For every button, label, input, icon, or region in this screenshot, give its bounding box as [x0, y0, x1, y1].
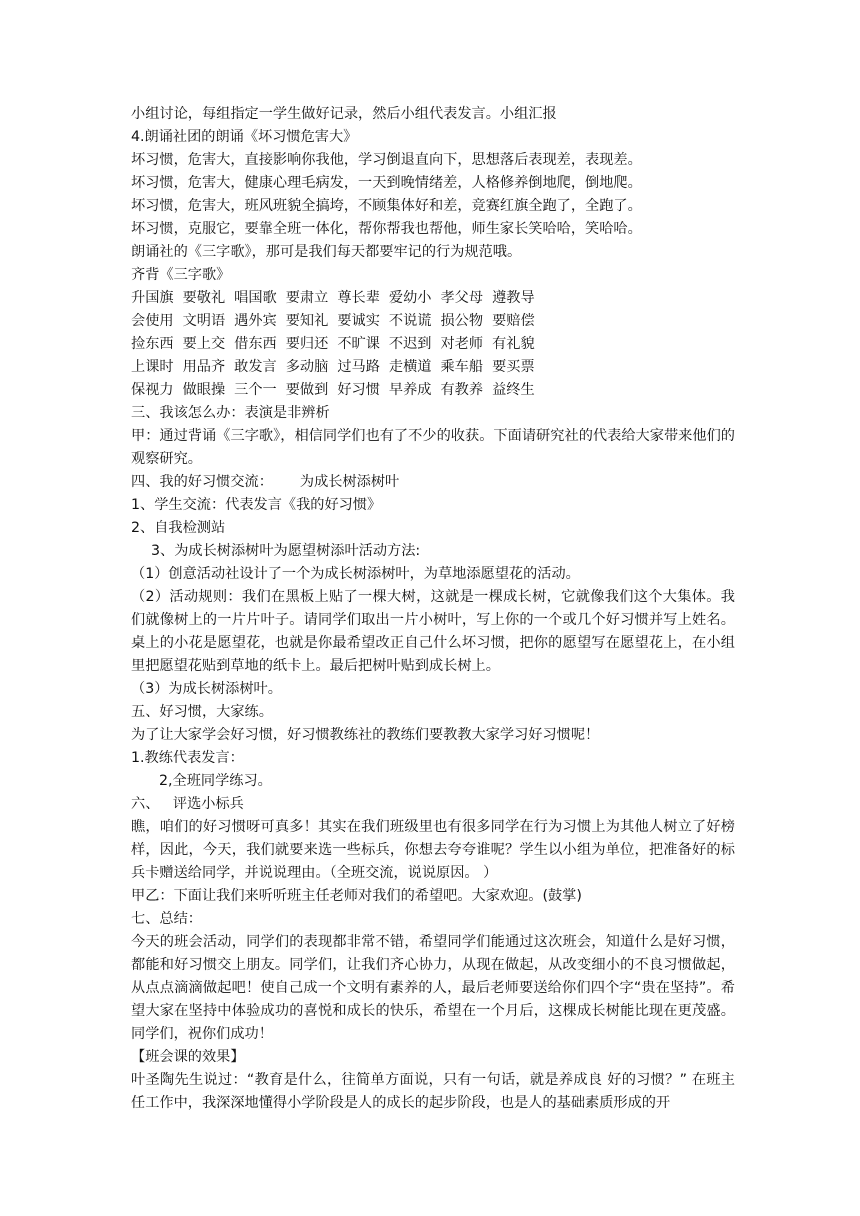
text-line: 甲乙：下面让我们来听听班主任老师对我们的希望吧。大家欢迎。(鼓掌): [131, 888, 582, 904]
text-line: 齐背《三字歌》: [131, 267, 231, 283]
text-line: 为了让大家学会好习惯，好习惯教练社的教练们要教教大家学习好习惯呢！: [131, 727, 600, 743]
text-line: 会使用 文明语 遇外宾 要知礼 要诚实 不说谎 损公物 要赔偿: [131, 313, 535, 329]
text-line: 坏习惯，克服它，要靠全班一体化，帮你帮我也帮他，师生家长笑哈哈，笑哈哈。: [131, 221, 642, 237]
text-line: 上课时 用品齐 敢发言 多动脑 过马路 走横道 乘车船 要买票: [131, 359, 535, 375]
text-line: 五、好习惯，大家练。: [131, 704, 273, 720]
text-line: 4.朗诵社团的朗诵《坏习惯危害大》: [131, 129, 358, 145]
text-line: 1、学生交流：代表发言《我的好习惯》: [131, 497, 382, 513]
text-line: 小组讨论，每组指定一学生做好记录，然后小组代表发言。小组汇报: [131, 106, 557, 122]
text-line: 1.教练代表发言：: [131, 750, 244, 766]
document-page: [131, 103, 735, 1115]
text-line: 保视力 做眼操 三个一 要做到 好习惯 早养成 有教养 益终生: [131, 382, 535, 398]
text-line: 升国旗 要敬礼 唱国歌 要肃立 尊长辈 爱幼小 孝父母 遵教导: [131, 290, 535, 306]
text-line: 坏习惯，危害大，班风班貌全搞垮，不顾集体好和差，竞赛红旗全跑了，全跑了。: [131, 198, 642, 214]
text-line: 【班会课的效果】: [131, 1049, 245, 1065]
text-line: （1）创意活动社设计了一个为成长树添树叶，为草地添愿望花的活动。: [131, 566, 580, 582]
text-line: 捡东西 要上交 借东西 要归还 不旷课 不迟到 对老师 有礼貌: [131, 336, 535, 352]
text-line: 坏习惯，危害大，健康心理毛病发，一天到晚情绪差，人格修养倒地爬，倒地爬。: [131, 175, 642, 191]
text-line: 2、自我检测站: [131, 520, 226, 536]
text-line: 三、我该怎么办：表演是非辨析: [131, 405, 330, 421]
text-line: 四、我的好习惯交流： 为成长树添树叶: [131, 474, 400, 490]
text-line: 2,全班同学练习。: [159, 773, 272, 789]
text-line: 坏习惯，危害大，直接影响你我他，学习倒退直向下，思想落后表现差，表现差。: [131, 152, 642, 168]
text-line: 3、为成长树添树叶为愿望树添叶活动方法:: [151, 543, 421, 559]
paragraph: 甲：通过背诵《三字歌》，相信同学们也有了不少的收获。下面请研究社的代表给大家带来他们的观察研究。: [131, 428, 735, 467]
paragraph: （2）活动规则：我们在黑板上贴了一棵大树，这就是一棵成长树，它就像我们这个大集体。我们就像树上的一片片叶子。请同学们取出一片小树叶，写上你的一个或几个好习惯并写上姓名。桌上的小花是愿望花，也就是你最希望改正自己什么坏习惯，把你的愿望写在愿望花上，在小组里把愿望花贴到草地的纸卡上。最后把树叶贴到成长树上。: [131, 589, 735, 674]
paragraph: 今天的班会活动，同学们的表现都非常不错，希望同学们能通过这次班会，知道什么是好习惯，都能和好习惯交上朋友。同学们，让我们齐心协力，从现在做起，从改变细小的不良习惯做起，从点点滴滴做起吧！使自己成一个文明有素养的人，最后老师要送给你们四个字“贵在坚持”。希望大家在坚持中体验成功的喜悦和成长的快乐，希望在一个月后，这棵成长树能比现在更茂盛。同学们，祝你们成功！: [131, 934, 735, 1042]
text-line: 朗诵社的《三字歌》，那可是我们每天都要牢记的行为规范哦。: [131, 244, 522, 260]
paragraph: 叶圣陶先生说过：“教育是什么，往简单方面说，只有一句话，就是养成良 好的习惯？” 在班主任工作中，我深深地懂得小学阶段是人的成长的起步阶段，也是人的基础素质形成的开: [131, 1072, 735, 1111]
text-line: 六、 评选小标兵: [131, 796, 244, 812]
text-line: 七、总结：: [131, 911, 202, 927]
paragraph: 瞧，咱们的好习惯呀可真多！其实在我们班级里也有很多同学在行为习惯上为其他人树立了好榜样，因此，今天，我们就要来选一些标兵，你想去夸夸谁呢？学生以小组为单位，把准备好的标兵卡赠送给同学，并说说理由。（全班交流，说说原因。 ）: [131, 819, 735, 881]
text-line: （3）为成长树添树叶。: [131, 681, 282, 697]
